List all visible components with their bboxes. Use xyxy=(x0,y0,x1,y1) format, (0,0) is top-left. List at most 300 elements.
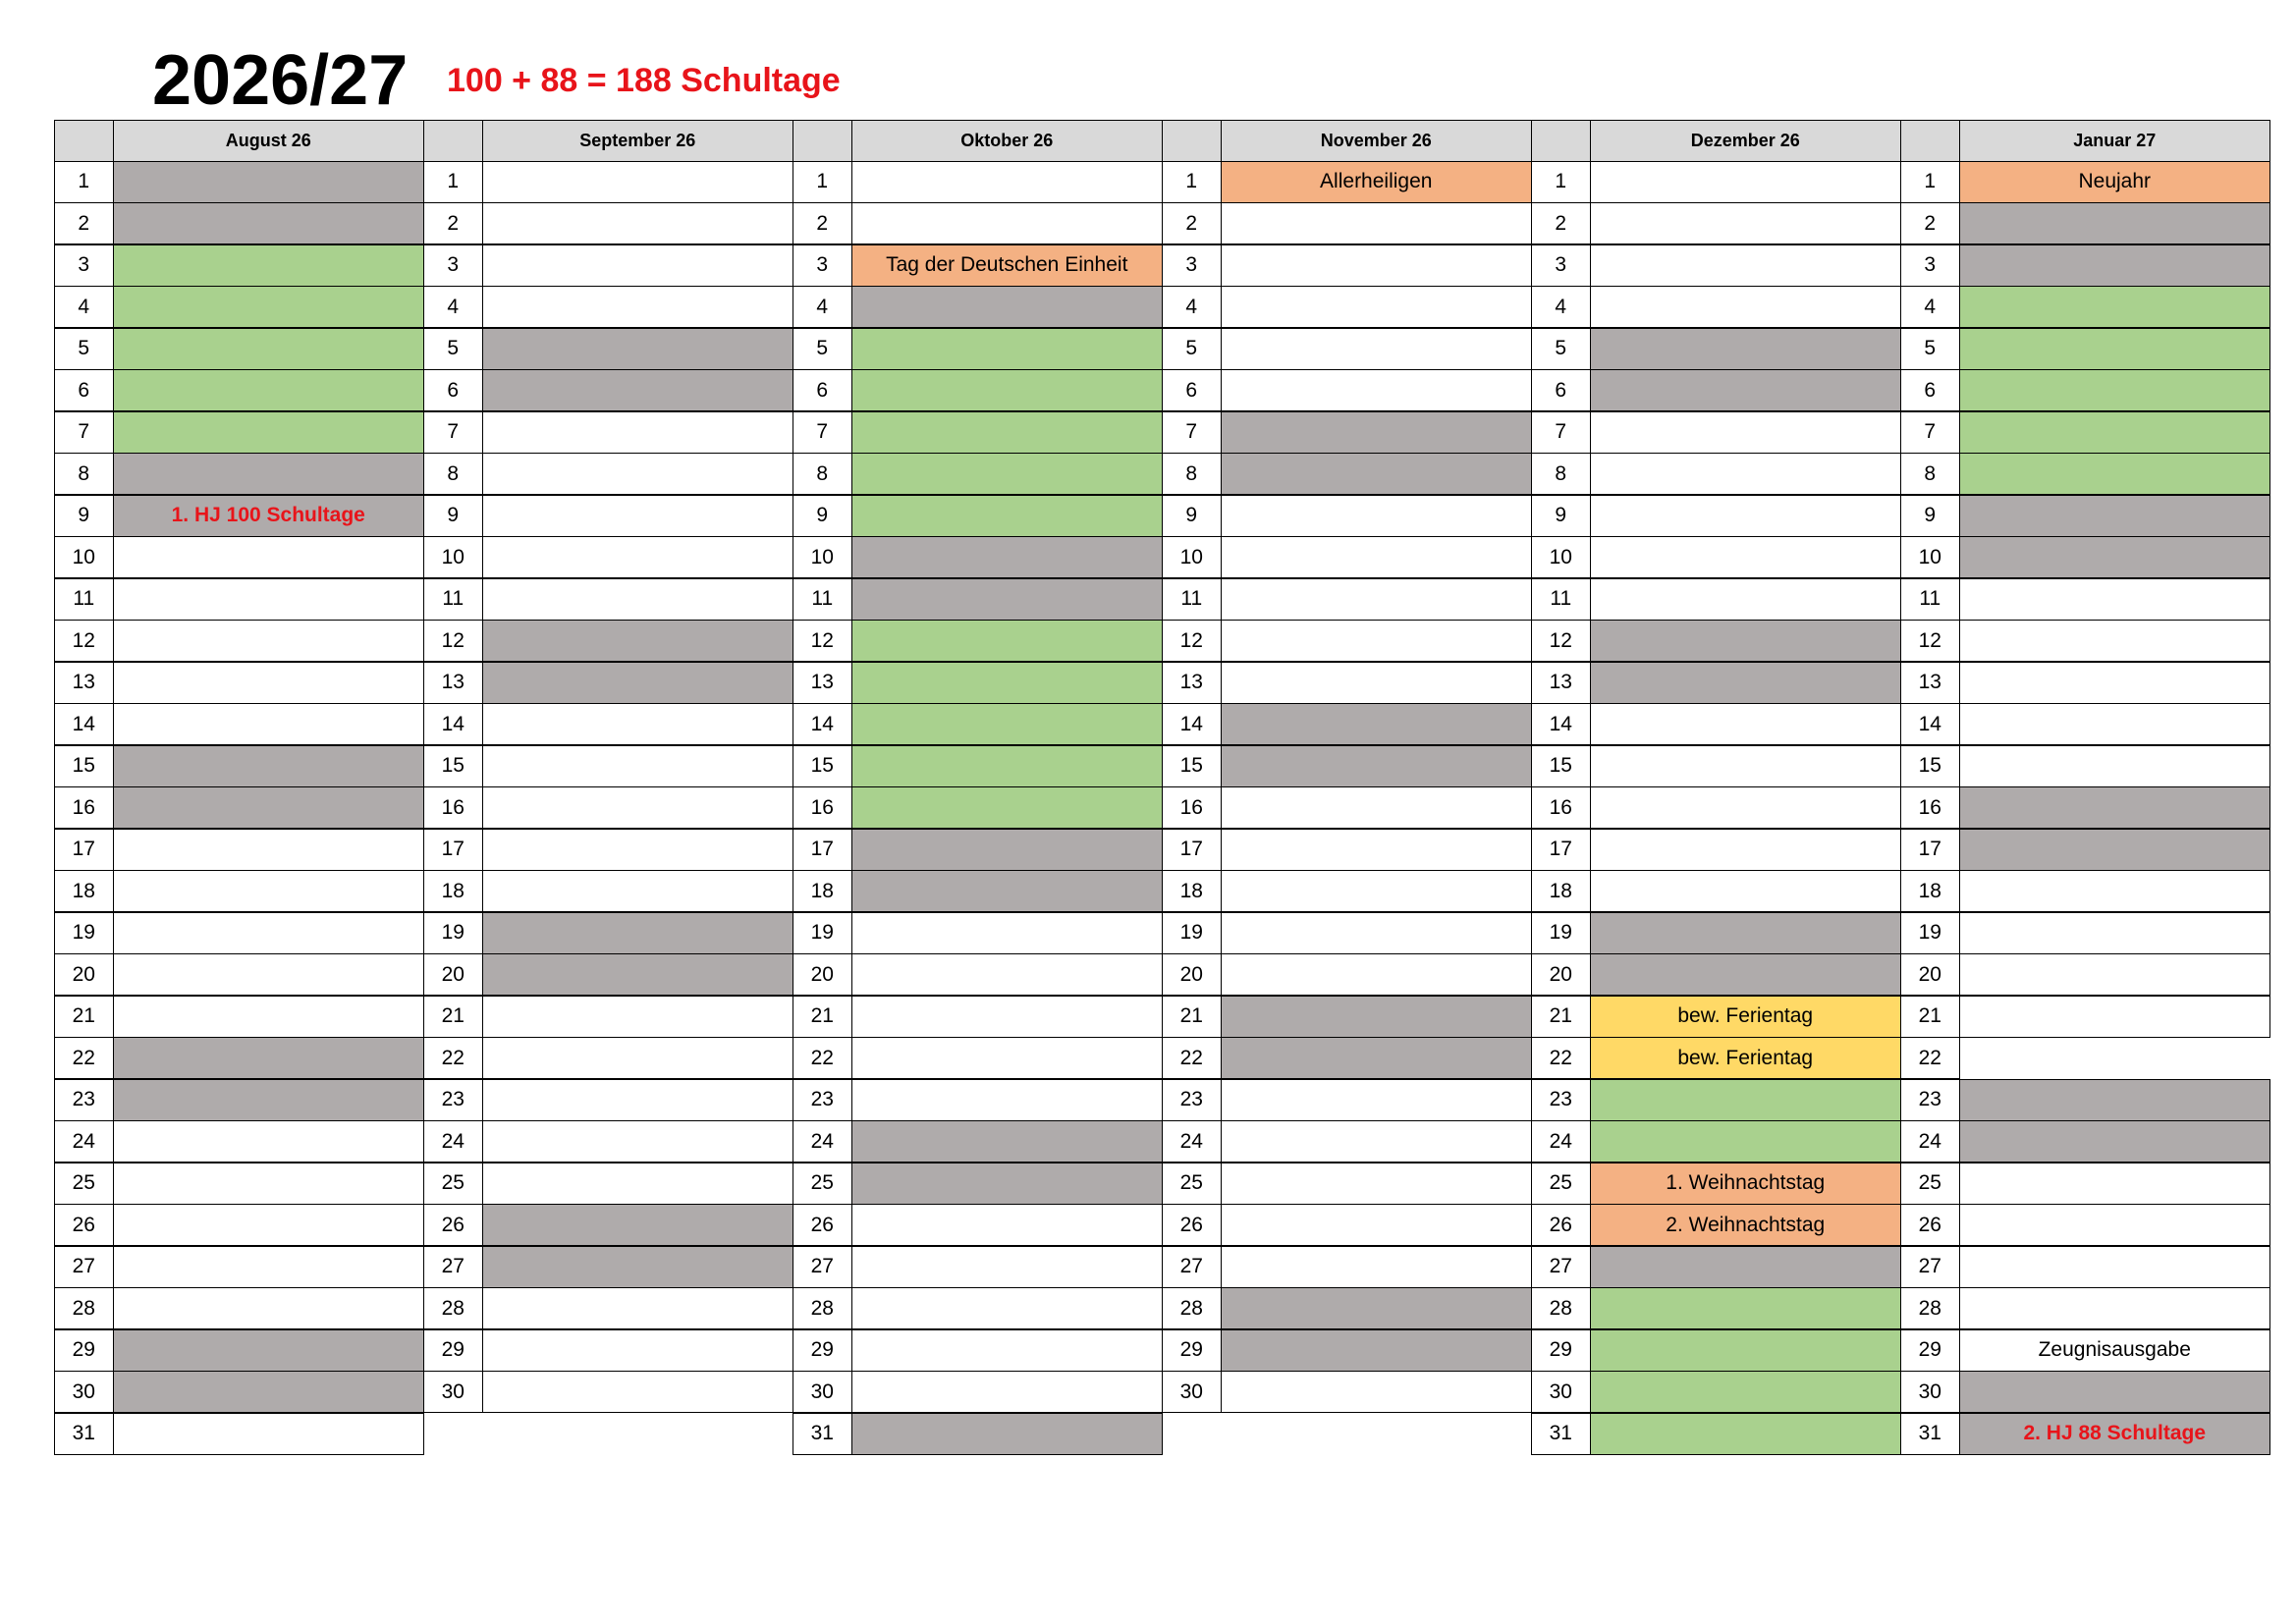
day-number: 8 xyxy=(1162,453,1223,495)
day-number: 4 xyxy=(1531,286,1592,328)
day-cell xyxy=(482,1163,794,1205)
day-cell xyxy=(1221,1371,1533,1413)
day-cell xyxy=(482,328,794,370)
day-cell xyxy=(1959,244,2271,287)
day-cell xyxy=(1959,202,2271,244)
day-number: 13 xyxy=(1162,662,1223,704)
day-cell xyxy=(113,1163,425,1205)
day-number: 28 xyxy=(54,1287,115,1329)
day-number: 26 xyxy=(1531,1204,1592,1246)
day-cell xyxy=(482,745,794,787)
day-cell xyxy=(1590,953,1902,996)
day-cell xyxy=(482,1079,794,1121)
day-number: 10 xyxy=(423,536,484,578)
day-cell xyxy=(1590,286,1902,328)
day-cell xyxy=(1221,578,1533,621)
day-cell xyxy=(851,996,1164,1038)
day-number: 23 xyxy=(793,1079,853,1121)
day-cell xyxy=(1221,536,1533,578)
day-number: 14 xyxy=(793,703,853,745)
day-number: 24 xyxy=(54,1120,115,1163)
day-cell xyxy=(113,786,425,829)
day-cell xyxy=(482,1204,794,1246)
day-cell xyxy=(1590,1120,1902,1163)
day-number: 17 xyxy=(793,829,853,871)
day-number: 31 xyxy=(54,1413,115,1455)
day-number: 17 xyxy=(1531,829,1592,871)
day-cell xyxy=(1221,495,1533,537)
day-number: 19 xyxy=(1900,912,1961,954)
day-cell xyxy=(113,996,425,1038)
day-number: 2 xyxy=(1162,202,1223,244)
day-number: 21 xyxy=(423,996,484,1038)
day-cell xyxy=(1221,1079,1533,1121)
day-number: 15 xyxy=(1900,745,1961,787)
day-cell xyxy=(851,1079,1164,1121)
day-cell xyxy=(113,1204,425,1246)
day-cell xyxy=(1221,829,1533,871)
day-number: 9 xyxy=(1162,495,1223,537)
day-number: 8 xyxy=(423,453,484,495)
day-number: 1 xyxy=(54,161,115,203)
page-title: 2026/27 xyxy=(152,41,409,120)
day-cell xyxy=(851,912,1164,954)
day-cell xyxy=(1959,829,2271,871)
day-number: 19 xyxy=(1162,912,1223,954)
day-cell xyxy=(1221,1163,1533,1205)
day-number: 21 xyxy=(1531,996,1592,1038)
day-number: 29 xyxy=(54,1329,115,1372)
day-cell xyxy=(851,1120,1164,1163)
day-number: 27 xyxy=(1162,1246,1223,1288)
day-number: 27 xyxy=(54,1246,115,1288)
day-cell xyxy=(851,1413,1164,1455)
day-cell xyxy=(482,495,794,537)
day-number: 30 xyxy=(423,1371,484,1413)
day-cell xyxy=(113,912,425,954)
day-number: 14 xyxy=(423,703,484,745)
day-number: 7 xyxy=(793,411,853,454)
day-cell xyxy=(851,453,1164,495)
day-cell xyxy=(1221,953,1533,996)
day-number: 31 xyxy=(1531,1413,1592,1455)
day-cell xyxy=(1959,1246,2271,1288)
day-cell xyxy=(1959,953,2271,996)
month-header-oktober-26: Oktober 26 xyxy=(851,120,1164,162)
day-number: 10 xyxy=(1900,536,1961,578)
day-cell xyxy=(1590,1413,1902,1455)
day-number: 16 xyxy=(793,786,853,829)
day-number: 18 xyxy=(1900,870,1961,912)
day-number: 7 xyxy=(54,411,115,454)
day-number: 22 xyxy=(1900,1037,1961,1079)
day-number: 4 xyxy=(1900,286,1961,328)
school-days-summary: 100 + 88 = 188 Schultage xyxy=(447,62,841,99)
day-cell xyxy=(113,536,425,578)
day-number: 3 xyxy=(54,244,115,287)
day-cell xyxy=(113,411,425,454)
day-number: 30 xyxy=(1162,1371,1223,1413)
day-number: 8 xyxy=(1531,453,1592,495)
day-cell xyxy=(851,1037,1164,1079)
day-number: 29 xyxy=(1162,1329,1223,1372)
day-cell xyxy=(113,953,425,996)
day-number: 11 xyxy=(1531,578,1592,621)
day-note-dezember-26-26: 2. Weihnachtstag xyxy=(1590,1204,1902,1246)
day-number: 11 xyxy=(423,578,484,621)
day-cell xyxy=(851,411,1164,454)
day-number: 30 xyxy=(1531,1371,1592,1413)
day-cell xyxy=(1590,1079,1902,1121)
day-number: 5 xyxy=(54,328,115,370)
day-number: 30 xyxy=(1900,1371,1961,1413)
day-number: 19 xyxy=(1531,912,1592,954)
day-number: 8 xyxy=(793,453,853,495)
day-cell xyxy=(113,1371,425,1413)
day-cell xyxy=(482,1371,794,1413)
day-cell xyxy=(851,703,1164,745)
day-number: 4 xyxy=(423,286,484,328)
day-number: 16 xyxy=(1162,786,1223,829)
day-number: 1 xyxy=(1900,161,1961,203)
day-note-november-26-1: Allerheiligen xyxy=(1221,161,1533,203)
day-cell xyxy=(851,202,1164,244)
day-cell xyxy=(113,244,425,287)
day-number: 25 xyxy=(423,1163,484,1205)
day-number: 9 xyxy=(54,495,115,537)
day-number: 11 xyxy=(793,578,853,621)
day-number: 6 xyxy=(793,369,853,411)
day-number: 4 xyxy=(793,286,853,328)
day-number: 26 xyxy=(1162,1204,1223,1246)
day-cell xyxy=(113,829,425,871)
day-number: 14 xyxy=(1900,703,1961,745)
day-number: 15 xyxy=(1162,745,1223,787)
day-number: 13 xyxy=(1900,662,1961,704)
day-number: 6 xyxy=(1900,369,1961,411)
day-number: 13 xyxy=(54,662,115,704)
day-number: 30 xyxy=(793,1371,853,1413)
day-cell xyxy=(1959,369,2271,411)
day-number: 29 xyxy=(1900,1329,1961,1372)
day-cell xyxy=(1959,703,2271,745)
day-number: 22 xyxy=(54,1037,115,1079)
day-number: 28 xyxy=(423,1287,484,1329)
day-number: 5 xyxy=(423,328,484,370)
day-number: 13 xyxy=(423,662,484,704)
day-number: 14 xyxy=(1531,703,1592,745)
day-number: 22 xyxy=(423,1037,484,1079)
day-cell xyxy=(851,620,1164,662)
day-number: 2 xyxy=(423,202,484,244)
day-number: 30 xyxy=(54,1371,115,1413)
day-number: 20 xyxy=(1162,953,1223,996)
day-cell xyxy=(482,1246,794,1288)
day-cell xyxy=(1590,244,1902,287)
day-number: 11 xyxy=(1162,578,1223,621)
day-number: 8 xyxy=(54,453,115,495)
day-number: 31 xyxy=(1900,1413,1961,1455)
day-number: 16 xyxy=(1531,786,1592,829)
day-cell xyxy=(1221,453,1533,495)
day-cell xyxy=(113,1413,425,1455)
day-number: 6 xyxy=(54,369,115,411)
day-number: 11 xyxy=(54,578,115,621)
day-cell xyxy=(1590,202,1902,244)
day-number: 20 xyxy=(423,953,484,996)
day-cell xyxy=(1959,495,2271,537)
day-cell xyxy=(851,870,1164,912)
day-cell xyxy=(1590,829,1902,871)
day-cell xyxy=(1590,662,1902,704)
day-number: 19 xyxy=(423,912,484,954)
day-number: 10 xyxy=(1162,536,1223,578)
day-number: 8 xyxy=(1900,453,1961,495)
day-cell xyxy=(113,328,425,370)
day-cell xyxy=(1221,369,1533,411)
day-number: 6 xyxy=(423,369,484,411)
day-number: 15 xyxy=(1531,745,1592,787)
day-cell xyxy=(1959,536,2271,578)
day-number: 23 xyxy=(1900,1079,1961,1121)
day-number: 21 xyxy=(793,996,853,1038)
header-spacer xyxy=(423,120,484,162)
day-number: 31 xyxy=(793,1413,853,1455)
day-cell xyxy=(482,1287,794,1329)
day-number: 14 xyxy=(1162,703,1223,745)
day-cell xyxy=(851,829,1164,871)
day-number: 29 xyxy=(793,1329,853,1372)
day-cell xyxy=(1221,1246,1533,1288)
day-cell xyxy=(113,578,425,621)
header-spacer xyxy=(54,120,115,162)
day-cell xyxy=(482,1037,794,1079)
day-cell xyxy=(851,1246,1164,1288)
day-number: 3 xyxy=(1900,244,1961,287)
day-cell xyxy=(113,1037,425,1079)
day-cell xyxy=(1221,912,1533,954)
day-cell xyxy=(113,870,425,912)
day-number: 23 xyxy=(1162,1079,1223,1121)
day-cell xyxy=(1959,1079,2271,1121)
day-note-dezember-26-21: bew. Ferientag xyxy=(1590,996,1902,1038)
day-cell xyxy=(482,578,794,621)
day-cell xyxy=(113,745,425,787)
day-cell xyxy=(851,161,1164,203)
day-number: 28 xyxy=(793,1287,853,1329)
day-cell xyxy=(113,620,425,662)
day-cell xyxy=(851,495,1164,537)
day-cell xyxy=(1590,870,1902,912)
day-number: 3 xyxy=(423,244,484,287)
day-number: 22 xyxy=(1531,1037,1592,1079)
day-cell xyxy=(1221,411,1533,454)
day-number: 29 xyxy=(423,1329,484,1372)
day-number: 13 xyxy=(1531,662,1592,704)
day-number: 25 xyxy=(793,1163,853,1205)
day-cell xyxy=(1959,1120,2271,1163)
day-number: 27 xyxy=(1900,1246,1961,1288)
day-number: 12 xyxy=(423,620,484,662)
day-number: 3 xyxy=(793,244,853,287)
day-cell xyxy=(851,1204,1164,1246)
day-number: 23 xyxy=(1531,1079,1592,1121)
day-number: 18 xyxy=(1162,870,1223,912)
day-number: 12 xyxy=(54,620,115,662)
day-number: 17 xyxy=(1900,829,1961,871)
day-cell xyxy=(113,453,425,495)
day-number: 18 xyxy=(793,870,853,912)
day-cell xyxy=(1959,1163,2271,1205)
day-number: 2 xyxy=(1900,202,1961,244)
day-number: 9 xyxy=(1531,495,1592,537)
day-cell xyxy=(482,202,794,244)
day-number: 24 xyxy=(1531,1120,1592,1163)
day-number: 23 xyxy=(54,1079,115,1121)
day-number: 21 xyxy=(54,996,115,1038)
day-cell xyxy=(1221,703,1533,745)
day-number: 16 xyxy=(423,786,484,829)
day-cell xyxy=(482,536,794,578)
day-number: 15 xyxy=(423,745,484,787)
day-cell xyxy=(1590,1371,1902,1413)
day-number: 5 xyxy=(1900,328,1961,370)
day-number: 11 xyxy=(1900,578,1961,621)
day-number: 17 xyxy=(1162,829,1223,871)
day-number: 3 xyxy=(1162,244,1223,287)
day-number: 7 xyxy=(1900,411,1961,454)
header-spacer xyxy=(1162,120,1223,162)
day-number: 26 xyxy=(793,1204,853,1246)
month-header-august-26: August 26 xyxy=(113,120,425,162)
day-cell xyxy=(113,369,425,411)
day-number: 12 xyxy=(793,620,853,662)
day-cell xyxy=(851,662,1164,704)
day-number: 15 xyxy=(54,745,115,787)
day-cell xyxy=(1959,578,2271,621)
day-cell xyxy=(851,1287,1164,1329)
day-number: 10 xyxy=(793,536,853,578)
day-cell xyxy=(1959,1371,2271,1413)
day-number: 2 xyxy=(793,202,853,244)
day-note-dezember-26-22: bew. Ferientag xyxy=(1590,1037,1902,1079)
day-cell xyxy=(1221,1037,1533,1079)
day-cell xyxy=(113,1287,425,1329)
day-number: 25 xyxy=(1162,1163,1223,1205)
day-number: 4 xyxy=(54,286,115,328)
day-cell xyxy=(1590,912,1902,954)
day-cell xyxy=(1221,745,1533,787)
day-number: 4 xyxy=(1162,286,1223,328)
day-number: 28 xyxy=(1162,1287,1223,1329)
day-number: 24 xyxy=(423,1120,484,1163)
day-number: 1 xyxy=(793,161,853,203)
day-number: 19 xyxy=(793,912,853,954)
day-number: 20 xyxy=(54,953,115,996)
day-cell xyxy=(113,1329,425,1372)
day-cell xyxy=(482,786,794,829)
day-cell xyxy=(1590,703,1902,745)
day-number: 9 xyxy=(423,495,484,537)
day-cell xyxy=(482,411,794,454)
day-number: 25 xyxy=(1900,1163,1961,1205)
day-cell xyxy=(1959,286,2271,328)
day-cell xyxy=(1221,996,1533,1038)
day-number: 17 xyxy=(423,829,484,871)
day-number: 19 xyxy=(54,912,115,954)
day-cell xyxy=(851,578,1164,621)
day-cell xyxy=(482,1120,794,1163)
day-number: 7 xyxy=(1162,411,1223,454)
day-cell xyxy=(482,829,794,871)
header-spacer xyxy=(1900,120,1961,162)
day-number: 2 xyxy=(54,202,115,244)
day-cell xyxy=(1221,286,1533,328)
day-cell xyxy=(1959,1204,2271,1246)
day-number: 28 xyxy=(1900,1287,1961,1329)
day-note-januar-27-31: 2. HJ 88 Schultage xyxy=(1959,1413,2271,1455)
day-number: 6 xyxy=(1162,369,1223,411)
day-number: 16 xyxy=(54,786,115,829)
day-cell xyxy=(851,536,1164,578)
day-note-august-26-9: 1. HJ 100 Schultage xyxy=(113,495,425,537)
header-spacer xyxy=(793,120,853,162)
day-number: 7 xyxy=(423,411,484,454)
day-cell xyxy=(1959,912,2271,954)
day-number: 10 xyxy=(54,536,115,578)
day-number: 10 xyxy=(1531,536,1592,578)
day-number: 21 xyxy=(1162,996,1223,1038)
day-cell xyxy=(1590,369,1902,411)
day-number: 24 xyxy=(1900,1120,1961,1163)
day-number: 14 xyxy=(54,703,115,745)
day-cell xyxy=(1221,1329,1533,1372)
day-cell xyxy=(1590,745,1902,787)
day-cell xyxy=(1590,495,1902,537)
day-number: 9 xyxy=(793,495,853,537)
day-cell xyxy=(113,1120,425,1163)
day-number: 1 xyxy=(1531,161,1592,203)
day-number: 18 xyxy=(54,870,115,912)
day-number: 27 xyxy=(1531,1246,1592,1288)
day-cell xyxy=(1221,328,1533,370)
day-number: 12 xyxy=(1531,620,1592,662)
day-cell xyxy=(851,369,1164,411)
day-cell xyxy=(1590,1287,1902,1329)
day-number: 20 xyxy=(793,953,853,996)
day-cell xyxy=(1959,328,2271,370)
day-number: 27 xyxy=(793,1246,853,1288)
day-cell xyxy=(851,286,1164,328)
day-number: 2 xyxy=(1531,202,1592,244)
day-number: 12 xyxy=(1162,620,1223,662)
day-number: 5 xyxy=(793,328,853,370)
day-number: 25 xyxy=(54,1163,115,1205)
day-number: 21 xyxy=(1900,996,1961,1038)
day-number: 15 xyxy=(793,745,853,787)
day-cell xyxy=(1590,328,1902,370)
day-number: 7 xyxy=(1531,411,1592,454)
day-cell xyxy=(113,286,425,328)
month-header-november-26: November 26 xyxy=(1221,120,1533,162)
day-cell xyxy=(482,244,794,287)
day-cell xyxy=(113,703,425,745)
day-cell xyxy=(482,996,794,1038)
day-cell xyxy=(851,1329,1164,1372)
day-cell xyxy=(851,328,1164,370)
day-number: 12 xyxy=(1900,620,1961,662)
day-number: 9 xyxy=(1900,495,1961,537)
